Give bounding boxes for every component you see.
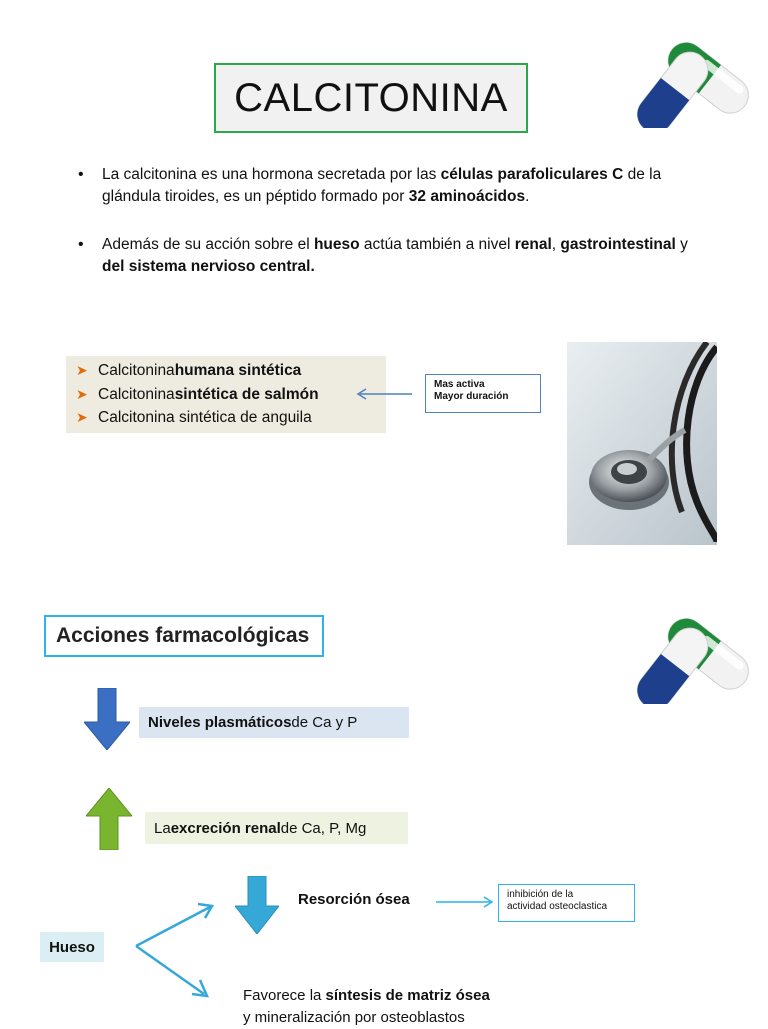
- renal-excretion-label: La excreción renal de Ca, P, Mg: [145, 812, 408, 844]
- bone-label: Hueso: [40, 932, 104, 962]
- chevron-right-icon: ➤: [76, 409, 88, 425]
- chevron-right-icon: ➤: [76, 385, 88, 402]
- bullet-2-text: Además de su acción sobre el hueso actúa también a nivel renal, gastrointestinal y del sistema nervioso central.: [102, 236, 688, 275]
- stethoscope-image: [567, 342, 717, 545]
- list-item: ➤ Calcitonina sintética de anguila: [76, 406, 319, 430]
- arrow-down-icon: [235, 876, 279, 934]
- inhibition-note-box: inhibición de la actividad osteoclastica: [498, 884, 635, 922]
- branch-arrows-icon: [130, 896, 220, 1006]
- bone-resorption-label: Resorción ósea: [298, 891, 410, 908]
- bone-synthesis-text: Favorece la síntesis de matriz ósea y mineralización por osteoblastos: [243, 987, 490, 1026]
- bullet-1-text: La calcitonina es una hormona secretada por las células parafoliculares C de la glándula tiroides, es un péptido formado por 32 aminoácidos.: [102, 166, 662, 205]
- section-heading-box: [44, 615, 324, 657]
- arrow-down-icon: [84, 688, 130, 750]
- section-heading: Acciones farmacológicas: [56, 624, 310, 647]
- capsule-icon: [632, 604, 750, 704]
- bullet-2: • Además de su acción sobre el hueso actúa también a nivel renal, gastrointestinal y del sistema nervioso central.: [78, 236, 688, 275]
- right-arrow-icon: [434, 894, 496, 910]
- bullet-1: • La calcitonina es una hormona secretada por las células parafoliculares C de la glándula tiroides, es un péptido formado por 32 aminoácidos.: [78, 166, 662, 205]
- title-box: [214, 63, 528, 133]
- arrow-up-icon: [86, 788, 132, 850]
- left-arrow-icon: [354, 386, 414, 402]
- list-item: ➤ Calcitonina humana sintética: [76, 359, 319, 383]
- calcitonin-types-box: [66, 356, 386, 433]
- page-title: CALCITONINA: [234, 75, 508, 120]
- note-box: Mas activa Mayor duración: [425, 374, 541, 413]
- plasma-levels-label: Niveles plasmáticos de Ca y P: [139, 707, 409, 738]
- chevron-right-icon: ➤: [76, 362, 88, 378]
- capsule-icon: [632, 28, 750, 128]
- list-item: ➤ Calcitonina sintética de salmón: [76, 383, 319, 407]
